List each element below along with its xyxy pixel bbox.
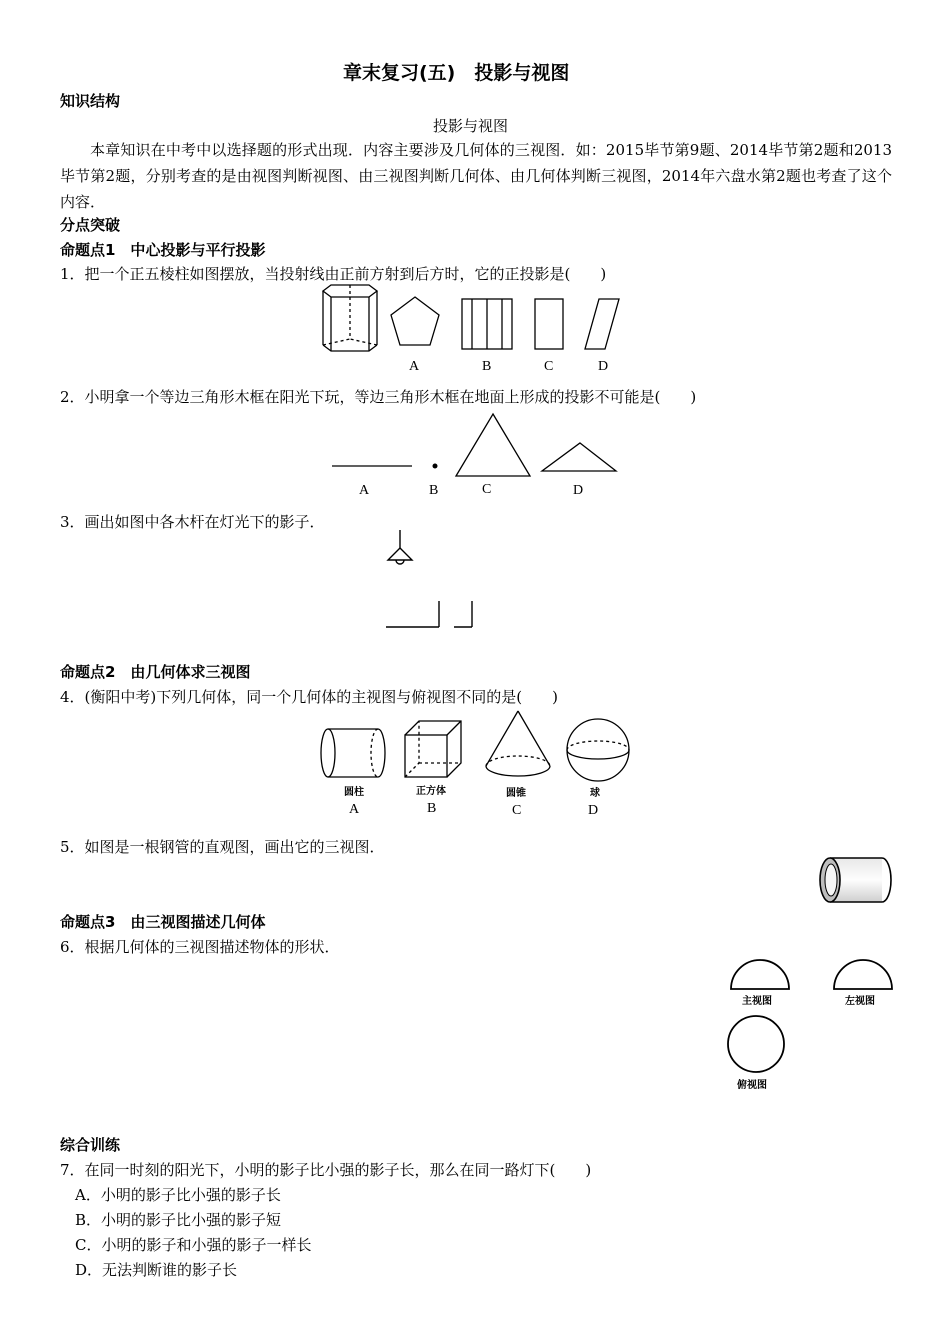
q1-label-a: A: [409, 359, 420, 374]
q3-lamp-poles-figure: [380, 530, 500, 635]
q4-label-b: B: [427, 801, 437, 816]
q4-label-d: D: [588, 803, 599, 818]
q4-name-cylinder: 圆柱: [344, 787, 364, 798]
q2-label-c: C: [482, 482, 492, 497]
section-knowledge-structure: 知识结构: [60, 92, 121, 110]
question-5: 5．如图是一根钢管的直观图，画出它的三视图．: [60, 838, 385, 856]
point1-title: 命题点1 中心投影与平行投影: [60, 241, 266, 259]
question-1: 1．把一个正五棱柱如图摆放，当投射线由正前方射到后方时，它的正投影是( ): [60, 265, 607, 283]
q4-label-a: A: [349, 802, 360, 817]
q4-name-sphere: 球: [590, 788, 600, 799]
q5-steel-pipe-figure: [816, 853, 896, 907]
intro-paragraph: 本章知识在中考中以选择题的形式出现．内容主要涉及几何体的三视图．如：2015毕节第9题、2014毕节第2题和2013毕节第2题，分别考查的是由视图判断视图、由三视图判断几何体、由几何体判断三视图，2014年六盘水第2题也考查了这个内容．: [60, 141, 892, 211]
point3-title: 命题点3 由三视图描述几何体: [60, 913, 266, 931]
q2-label-b: B: [429, 483, 439, 498]
question-3: 3．画出如图中各木杆在灯光下的影子．: [60, 513, 325, 531]
q6-three-views-figure: [724, 955, 896, 1095]
knowledge-subtitle: 投影与视图: [433, 117, 509, 135]
q4-solids-figure: [318, 708, 640, 820]
q7-option-b: B．小明的影子比小强的影子短: [75, 1211, 282, 1229]
q7-option-a: A．小明的影子比小强的影子长: [75, 1186, 281, 1204]
q4-name-cone: 圆锥: [506, 788, 526, 799]
q4-label-c: C: [512, 803, 522, 818]
q6-front-view-label: 主视图: [742, 996, 772, 1007]
q2-label-d: D: [573, 483, 584, 498]
q2-figure: [330, 410, 620, 500]
point2-title: 命题点2 由几何体求三视图: [60, 663, 251, 681]
section-breakthrough: 分点突破: [60, 216, 121, 234]
q1-figure: [315, 283, 635, 378]
q1-label-d: D: [598, 359, 609, 374]
question-2: 2．小明拿一个等边三角形木框在阳光下玩，等边三角形木框在地面上形成的投影不可能是( ): [60, 388, 697, 406]
question-6: 6．根据几何体的三视图描述物体的形状．: [60, 938, 340, 956]
training-title: 综合训练: [60, 1136, 121, 1154]
q4-name-cube: 正方体: [416, 786, 446, 797]
question-4: 4．(衡阳中考)下列几何体，同一个几何体的主视图与俯视图不同的是( ): [60, 688, 558, 706]
q7-option-d: D．无法判断谁的影子长: [75, 1261, 238, 1279]
q6-top-view-label: 俯视图: [737, 1080, 767, 1091]
q1-label-c: C: [544, 359, 554, 374]
q2-label-a: A: [359, 483, 370, 498]
question-7: 7．在同一时刻的阳光下，小明的影子比小强的影子长，那么在同一路灯下( ): [60, 1161, 592, 1179]
q7-option-c: C．小明的影子和小强的影子一样长: [75, 1236, 312, 1254]
page-title: 章末复习(五) 投影与视图: [343, 62, 570, 84]
q6-side-view-label: 左视图: [845, 996, 875, 1007]
q1-label-b: B: [482, 359, 492, 374]
